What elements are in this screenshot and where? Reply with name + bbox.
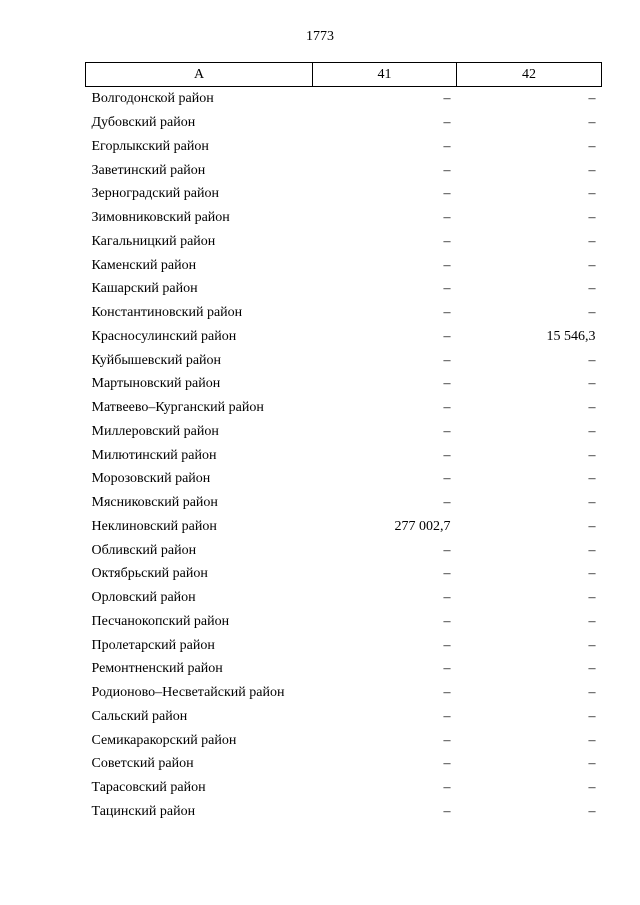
column-header-a: А: [86, 63, 313, 87]
column-42-value-cell: –: [588, 305, 596, 321]
column-41-value-cell: –: [443, 447, 451, 463]
column-42-value-cell: –: [588, 115, 596, 131]
district-name-cell: Орловский район: [91, 590, 196, 606]
table-row: [86, 705, 602, 729]
column-42-value-cell: 15 546,3: [546, 328, 596, 344]
district-name-cell: Кашарский район: [91, 281, 198, 297]
table-row: [86, 657, 602, 681]
column-42-value-cell: –: [588, 732, 596, 748]
table-row: [86, 610, 602, 634]
district-name-cell: Каменский район: [91, 257, 197, 273]
column-42-value-cell: –: [588, 637, 596, 653]
column-41-value-cell: –: [443, 661, 451, 677]
district-name-cell: Заветинский район: [91, 162, 206, 178]
column-41-value-cell: –: [443, 352, 451, 368]
column-42-value-cell: –: [588, 257, 596, 273]
district-name-cell: Родионово–Несветайский район: [91, 685, 285, 701]
column-41-value-cell: –: [443, 305, 451, 321]
district-name-cell: Зерноградский район: [91, 186, 219, 202]
column-41-value-cell: –: [443, 115, 451, 131]
table-row: [86, 396, 602, 420]
column-41-value-cell: –: [443, 400, 451, 416]
table-row: [86, 776, 602, 800]
district-name-cell: Семикаракорский район: [91, 732, 237, 748]
column-42-value-cell: –: [588, 138, 596, 154]
column-41-value-cell: –: [443, 566, 451, 582]
column-42-value-cell: –: [588, 376, 596, 392]
column-header-42: 42: [457, 63, 602, 87]
district-name-cell: Тарасовский район: [91, 780, 206, 796]
district-name-cell: Неклиновский район: [91, 518, 217, 534]
table-row: [86, 728, 602, 752]
column-42-value-cell: –: [588, 780, 596, 796]
column-41-value-cell: –: [443, 756, 451, 772]
table-row: [86, 277, 602, 301]
column-42-value-cell: –: [588, 518, 596, 534]
column-42-value-cell: –: [588, 233, 596, 249]
district-name-cell: Пролетарский район: [91, 637, 215, 653]
table-body: [86, 87, 602, 824]
table-row: [86, 752, 602, 776]
column-41-value-cell: –: [443, 186, 451, 202]
column-42-value-cell: –: [588, 210, 596, 226]
district-name-cell: Октябрьский район: [91, 566, 208, 582]
table-row: [86, 586, 602, 610]
district-name-cell: Сальский район: [91, 708, 188, 724]
column-41-value-cell: –: [443, 495, 451, 511]
column-42-value-cell: –: [588, 281, 596, 297]
district-name-cell: Ремонтненский район: [91, 661, 223, 677]
table-row: [86, 633, 602, 657]
district-name-cell: Мартыновский район: [91, 376, 221, 392]
column-42-value-cell: –: [588, 471, 596, 487]
column-41-value-cell: –: [443, 685, 451, 701]
column-41-value-cell: –: [443, 328, 451, 344]
column-41-value-cell: –: [443, 780, 451, 796]
district-name-cell: Кагальницкий район: [91, 233, 216, 249]
district-name-cell: Морозовский район: [91, 471, 211, 487]
column-42-value-cell: –: [588, 495, 596, 511]
table-row: [86, 681, 602, 705]
column-header-41: 41: [313, 63, 457, 87]
table-row: [86, 111, 602, 135]
column-41-value-cell: –: [443, 423, 451, 439]
table-row: [86, 538, 602, 562]
table-row: [86, 182, 602, 206]
table-row: [86, 158, 602, 182]
column-41-value-cell: –: [443, 590, 451, 606]
column-42-value-cell: –: [588, 400, 596, 416]
table-row: [86, 491, 602, 515]
column-41-value-cell: 277 002,7: [394, 518, 451, 534]
district-name-cell: Обливский район: [91, 542, 197, 558]
district-name-cell: Егорлыкский район: [91, 138, 209, 154]
column-42-value-cell: –: [588, 91, 596, 107]
page-number: 1773: [306, 29, 334, 44]
table-row: [86, 443, 602, 467]
table-header: [86, 63, 602, 87]
column-42-value-cell: –: [588, 590, 596, 606]
district-name-cell: Зимовниковский район: [91, 210, 230, 226]
column-41-value-cell: –: [443, 803, 451, 819]
table-row: [86, 467, 602, 491]
column-42-value-cell: –: [588, 803, 596, 819]
table-row: [86, 372, 602, 396]
column-41-value-cell: –: [443, 637, 451, 653]
column-41-value-cell: –: [443, 257, 451, 273]
district-table: [85, 62, 602, 823]
district-name-cell: Тацинский район: [91, 803, 196, 819]
column-41-value-cell: –: [443, 138, 451, 154]
district-name-cell: Миллеровский район: [91, 423, 219, 439]
column-42-value-cell: –: [588, 186, 596, 202]
table-row: [86, 325, 602, 349]
table-row: [86, 348, 602, 372]
column-41-value-cell: –: [443, 708, 451, 724]
column-42-value-cell: –: [588, 613, 596, 629]
column-41-value-cell: –: [443, 91, 451, 107]
column-42-value-cell: –: [588, 756, 596, 772]
header-row: [86, 63, 602, 87]
column-42-value-cell: –: [588, 162, 596, 178]
district-name-cell: Волгодонской район: [91, 91, 214, 107]
column-41-value-cell: –: [443, 210, 451, 226]
table-row: [86, 87, 602, 111]
table-row: [86, 253, 602, 277]
table-row: [86, 206, 602, 230]
column-41-value-cell: –: [443, 542, 451, 558]
table-row: [86, 420, 602, 444]
table-row: [86, 301, 602, 325]
table-row: [86, 230, 602, 254]
column-42-value-cell: –: [588, 566, 596, 582]
column-42-value-cell: –: [588, 423, 596, 439]
district-name-cell: Мясниковский район: [91, 495, 218, 511]
column-41-value-cell: –: [443, 613, 451, 629]
column-41-value-cell: –: [443, 376, 451, 392]
column-41-value-cell: –: [443, 162, 451, 178]
table-row: [86, 515, 602, 539]
district-name-cell: Дубовский район: [91, 115, 196, 131]
column-42-value-cell: –: [588, 708, 596, 724]
column-42-value-cell: –: [588, 352, 596, 368]
district-name-cell: Константиновский район: [91, 305, 243, 321]
district-name-cell: Милютинский район: [91, 447, 217, 463]
table-row: [86, 800, 602, 824]
column-41-value-cell: –: [443, 281, 451, 297]
district-name-cell: Песчанокопский район: [91, 613, 230, 629]
table-row: [86, 562, 602, 586]
table-row: [86, 135, 602, 159]
district-name-cell: Красносулинский район: [91, 328, 237, 344]
column-41-value-cell: –: [443, 732, 451, 748]
column-41-value-cell: –: [443, 471, 451, 487]
column-42-value-cell: –: [588, 542, 596, 558]
column-42-value-cell: –: [588, 685, 596, 701]
column-42-value-cell: –: [588, 661, 596, 677]
district-name-cell: Советский район: [91, 756, 194, 772]
district-name-cell: Матвеево–Курганский район: [91, 400, 264, 416]
column-41-value-cell: –: [443, 233, 451, 249]
district-name-cell: Куйбышевский район: [91, 352, 222, 368]
column-42-value-cell: –: [588, 447, 596, 463]
